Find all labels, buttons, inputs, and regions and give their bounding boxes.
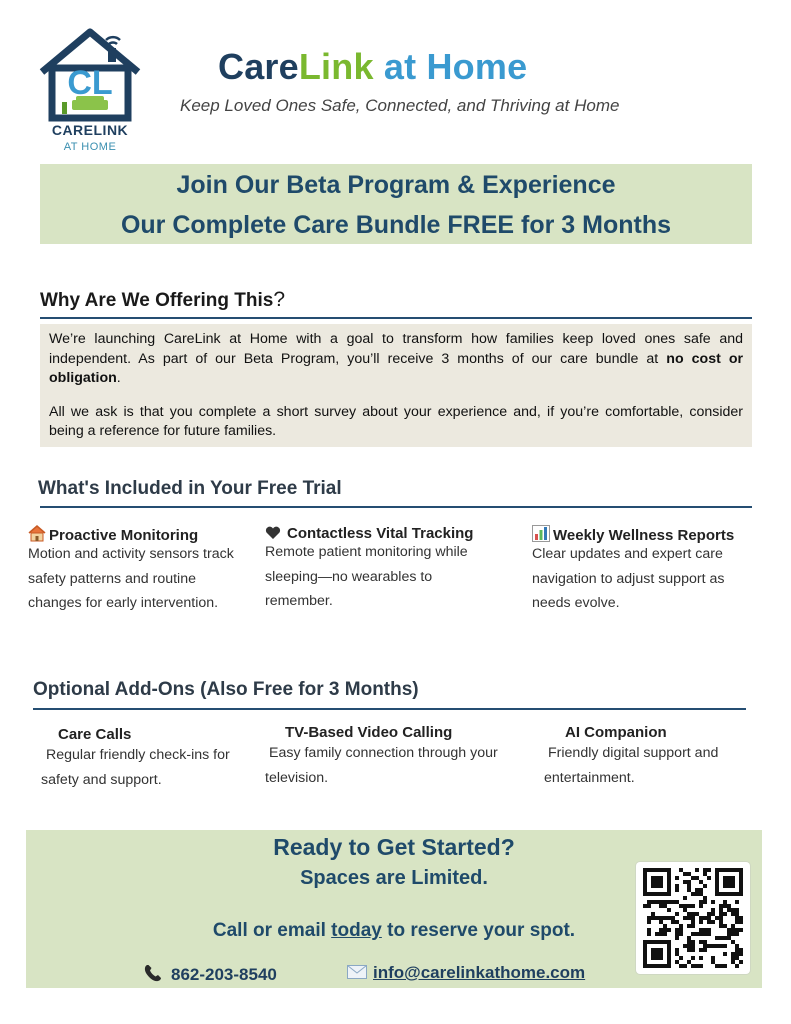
email-contact[interactable] <box>347 963 585 984</box>
why-box <box>40 324 752 447</box>
addon-text: Friendly digital support and entertainment. <box>544 745 719 786</box>
house-logo-icon <box>38 26 142 126</box>
included-item-reports <box>532 525 757 616</box>
tagline: Keep Loved Ones Safe, Connected, and Thriving at Home <box>180 96 620 115</box>
included-item-monitoring <box>28 525 253 616</box>
why-paragraph-1 <box>49 330 743 389</box>
why-paragraph-1-text: We’re launching CareLink at Home with a goal to transform how families keep loved ones safe and independent. As part of our Beta Program, you’ll receive 3 months of our care bundle at <box>49 331 743 367</box>
envelope-icon <box>347 964 367 984</box>
why-paragraph-1-bold: no cost or obligation <box>49 350 744 386</box>
included-heading: What's Included in Your Free Trial <box>38 478 342 499</box>
addon-title: Care Calls <box>58 726 132 743</box>
addon-title: TV-Based Video Calling <box>285 724 453 741</box>
cta-instruction-post: to reserve your spot. <box>381 920 576 941</box>
included-item-title-text: Weekly Wellness Reports <box>553 527 735 544</box>
why-divider <box>40 317 752 319</box>
addons-divider <box>33 708 746 710</box>
beta-banner <box>40 164 752 244</box>
banner-line-1: Join Our Beta Program & Experience <box>176 171 616 199</box>
brand-title-care: Care <box>218 46 299 87</box>
why-paragraph-2: All we ask is that you complete a short survey about your experience and, if you’re comfortable, consider being a reference for future families. <box>49 403 743 439</box>
cta-instruction-today: today <box>331 920 382 941</box>
included-item-title-text: Proactive Monitoring <box>49 527 199 544</box>
cta-subheading: Spaces are Limited. <box>300 867 488 889</box>
included-item-title-text: Contactless Vital Tracking <box>287 525 474 542</box>
included-item-vital-tracking <box>265 525 500 614</box>
included-item-text: Motion and activity sensors track safety patterns and routine changes for early intervention. <box>28 546 234 611</box>
logo-subtitle: AT HOME <box>63 141 117 153</box>
addon-ai-companion <box>544 724 754 790</box>
included-divider <box>40 506 752 508</box>
addon-text: Easy family connection through your television. <box>265 745 498 786</box>
phone-number[interactable]: 862-203-8540 <box>171 965 277 984</box>
banner-line-2: Our Complete Care Bundle FREE for 3 Months <box>120 211 672 239</box>
cta-instruction-pre: Call or email <box>212 920 332 941</box>
why-heading <box>40 288 285 312</box>
included-item-text: Clear updates and expert care navigation to adjust support as needs evolve. <box>532 546 725 611</box>
logo-letters: CL <box>67 64 113 102</box>
phone-contact[interactable] <box>143 963 277 988</box>
qr-code-icon <box>636 862 750 974</box>
why-paragraph-1-end: . <box>116 370 121 386</box>
included-item-text: Remote patient monitoring while sleeping—no wearables to remember. <box>265 544 468 609</box>
why-heading-text: Why Are We Offering This <box>40 290 274 311</box>
addon-care-calls <box>41 726 241 792</box>
phone-icon <box>143 963 165 988</box>
brand-title-link: Link <box>298 46 374 87</box>
addons-heading: Optional Add-Ons (Also Free for 3 Months) <box>33 679 419 700</box>
addon-title: AI Companion <box>565 724 667 741</box>
brand-title-at-home: at Home <box>373 46 528 87</box>
why-heading-mark: ? <box>273 288 285 311</box>
email-link[interactable]: info@carelinkathome.com <box>373 963 586 982</box>
addon-tv-video-calling <box>265 724 505 790</box>
brand-title <box>218 46 527 88</box>
cta-heading: Ready to Get Started? <box>273 834 515 860</box>
addon-text: Regular friendly check-ins for safety and support. <box>41 747 230 788</box>
logo-name: CARELINK <box>51 122 129 138</box>
